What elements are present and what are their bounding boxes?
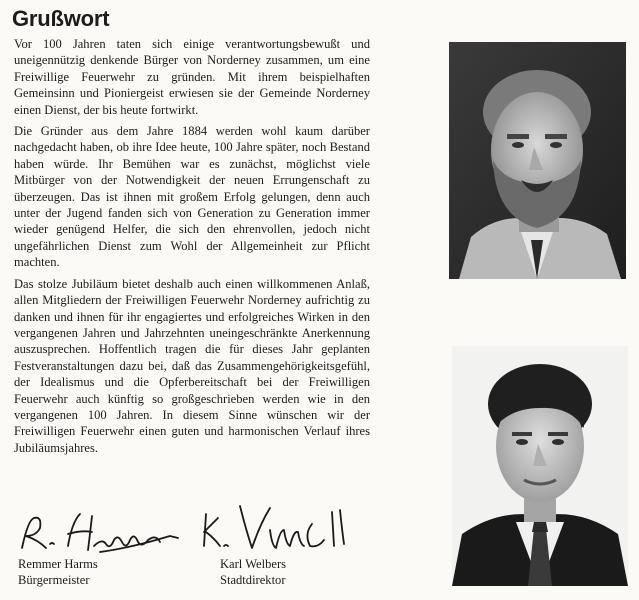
portrait-photo-man-in-suit [452, 346, 628, 586]
signatory-1 [18, 557, 98, 588]
signatory-1-role: Bürgermeister [18, 572, 90, 587]
signature-remmer-harms [10, 500, 190, 560]
paragraph-3: Das stolze Jubiläum bietet deshalb auch einen willkommenen Anlaß, allen Mitgliedern der Freiwilligen Feuerwehr Norderney aufrichtig zu danken und ihnen für ihr engagiertes und erfolgreiches Wirken in den vergangenen Jahren und Jahrzehnten uneingeschränkte Anerkennung auszusprechen. Hoffentlich tragen die für dieses Jahr geplanten Festveranstaltungen dazu bei, daß das Zusammengehörigkeitsgefühl, der Idealismus und die Opferbereitschaft bei der Freiwilligen Feuerwehr auch künftig so großgeschrieben werden wie in den vergangenen 100 Jahren. In diesem Sinne wünschen wir der Freiwilligen Feuerwehr einen guten und harmonischen Verlauf ihres Jubiläumsjahres. [14, 276, 370, 455]
signatory-2 [220, 557, 286, 588]
page-title: Grußwort [12, 6, 110, 31]
signatory-2-name: Karl Welbers [220, 557, 286, 571]
signatory-2-role: Stadtdirektor [220, 572, 286, 587]
paragraph-2: Die Gründer aus dem Jahre 1884 werden wohl kaum darüber nachgedacht haben, ob ihre Idee heute, 100 Jahre später, noch Bestand haben würde. Ihr Bemühen war es zunächst, möglichst viele Mitbürger von der Notwendigkeit der neuen Errungenschaft zu überzeugen. Das ist ihnen mit großem Erfolg gelungen, denn auch unter der Jugend fanden sich von Generation zu Generation immer wieder genügend Helfer, die sich den ehrenvollen, jedoch nicht ungefährlichen Dienst zum Wohl der Allgemeinheit zur Pflicht machten. [14, 124, 370, 270]
paragraph-1: Vor 100 Jahren taten sich einige verantwortungsbewußt und uneigennützig denkende Bürger von Norderney zusammen, um eine Freiwillige Feuerwehr zu gründen. Mit ihrem beispielhaften Gemeinsinn und Pioniergeist erwiesen sie der Gemeinde Norderney einen Dienst, der bis heute fortwirkt. [14, 37, 370, 117]
portrait-photo-bearded-man [449, 42, 626, 279]
signature-karl-welbers [200, 500, 375, 558]
body-text [14, 36, 370, 461]
signatory-1-name: Remmer Harms [18, 557, 98, 571]
